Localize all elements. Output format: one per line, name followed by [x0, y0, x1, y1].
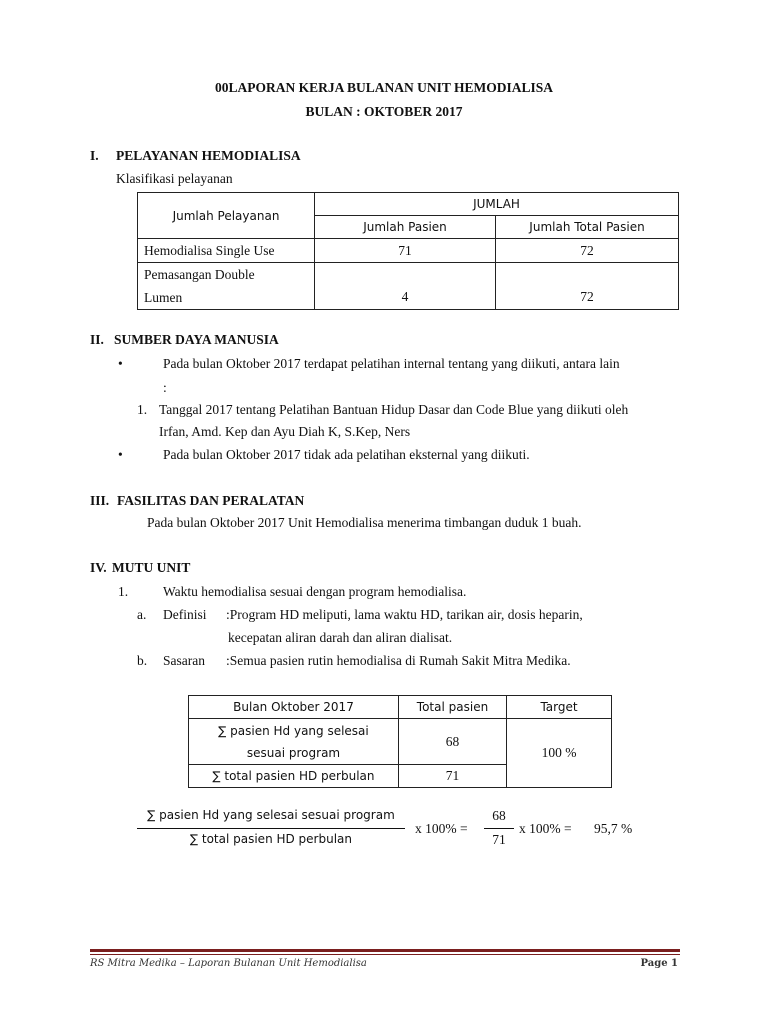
definition-label: a.: [137, 607, 147, 622]
section1-number: I.: [90, 148, 99, 163]
bullet1-line1: Pada bulan Oktober 2017 terdapat pelatihan internal tentang yang diikuti, antara lain: [163, 356, 620, 371]
document-title: 00LAPORAN KERJA BULANAN UNIT HEMODIALISA: [214, 80, 554, 95]
definition-line1: :Program HD meliputi, lama waktu HD, tarikan air, dosis heparin,: [226, 607, 583, 622]
formula-numerator: ∑ pasien Hd yang selesai sesuai program: [147, 808, 395, 822]
patients-cell: 71: [315, 239, 496, 263]
section2-number: II.: [90, 332, 104, 347]
target-col-header: Target: [507, 696, 612, 719]
jumlah-group-header: JUMLAH: [315, 193, 679, 216]
footer-left: RS Mitra Medika – Laporan Bulanan Unit Hemodialisa: [90, 958, 367, 969]
section3-number: III.: [90, 493, 110, 508]
quality-item-text: Waktu hemodialisa sesuai dengan program hemodialisa.: [163, 584, 467, 599]
section4-heading: MUTU UNIT: [112, 560, 191, 575]
completed-patients-value: 68: [399, 719, 507, 765]
completed-patients-line2: sesuai program: [246, 745, 341, 760]
item1-line1: Tanggal 2017 tentang Pelatihan Bantuan Hidup Dasar dan Code Blue yang diikuti oleh: [159, 402, 629, 417]
formula-result: 95,7 %: [594, 821, 633, 836]
completed-patients-line1: ∑ pasien Hd yang selesai: [218, 723, 369, 738]
total-col-header: Jumlah Total Pasien: [496, 216, 679, 239]
table-row: [138, 263, 679, 310]
target-term: Sasaran: [163, 653, 205, 668]
total-patients-value: 71: [399, 765, 507, 788]
footer-rule-thin: [90, 954, 680, 955]
table-row: [138, 239, 679, 263]
formula-denominator: ∑ total pasien HD perbulan: [189, 832, 353, 846]
patients-cell: 4: [315, 263, 496, 310]
total-cell: 72: [496, 263, 679, 310]
definition-term: Definisi: [163, 607, 207, 622]
bullet1-line2: :: [163, 380, 167, 395]
target-text: :Semua pasien rutin hemodialisa di Rumah Sakit Mitra Medika.: [226, 653, 571, 668]
service-table: [137, 192, 679, 310]
formula-den-value: 71: [492, 832, 506, 847]
formula-fraction-line: [137, 828, 405, 829]
quality-item-number: 1.: [118, 584, 129, 599]
bullet-icon: •: [118, 447, 123, 462]
total-cell: 72: [496, 239, 679, 263]
formula-value-fraction-line: [484, 828, 514, 829]
table-row: [189, 719, 612, 765]
formula-num-value: 68: [492, 808, 506, 823]
formula-multiplier-1: x 100% =: [415, 821, 468, 836]
total-patients-col-header: Total pasien: [399, 696, 507, 719]
section3-heading: FASILITAS DAN PERALATAN: [117, 493, 305, 508]
service-col-header: Jumlah Pelayanan: [138, 193, 315, 239]
footer-page-number: Page 1: [640, 958, 678, 969]
bullet2-text: Pada bulan Oktober 2017 tidak ada pelatihan eksternal yang diikuti.: [163, 447, 530, 462]
target-value: 100 %: [507, 719, 612, 788]
definition-line2: kecepatan aliran darah dan aliran dialisat.: [228, 630, 453, 645]
section3-text: Pada bulan Oktober 2017 Unit Hemodialisa menerima timbangan duduk 1 buah.: [147, 515, 582, 530]
section1-heading: PELAYANAN HEMODIALISA: [116, 148, 301, 163]
service-cell: [138, 263, 315, 310]
total-patients-label: ∑ total pasien HD perbulan: [189, 765, 399, 788]
service-cell-line2: Lumen: [144, 290, 183, 305]
target-label: b.: [137, 653, 148, 668]
section4-number: IV.: [90, 560, 107, 575]
section2-heading: SUMBER DAYA MANUSIA: [114, 332, 279, 347]
patients-col-header: Jumlah Pasien: [315, 216, 496, 239]
quality-table: [188, 695, 612, 788]
bullet-icon: •: [118, 356, 123, 371]
formula-multiplier-2: x 100% =: [519, 821, 572, 836]
completed-patients-label: [189, 719, 399, 765]
footer-rule: [90, 949, 680, 952]
item1-line2: Irfan, Amd. Kep dan Ayu Diah K, S.Kep, Ners: [159, 424, 411, 439]
document-subtitle: BULAN : OKTOBER 2017: [305, 104, 463, 119]
item1-number: 1.: [137, 402, 148, 417]
service-cell-line1: Pemasangan Double: [144, 267, 255, 282]
service-cell: Hemodialisa Single Use: [138, 239, 315, 263]
section1-intro: Klasifikasi pelayanan: [116, 171, 233, 186]
month-col-header: Bulan Oktober 2017: [189, 696, 399, 719]
